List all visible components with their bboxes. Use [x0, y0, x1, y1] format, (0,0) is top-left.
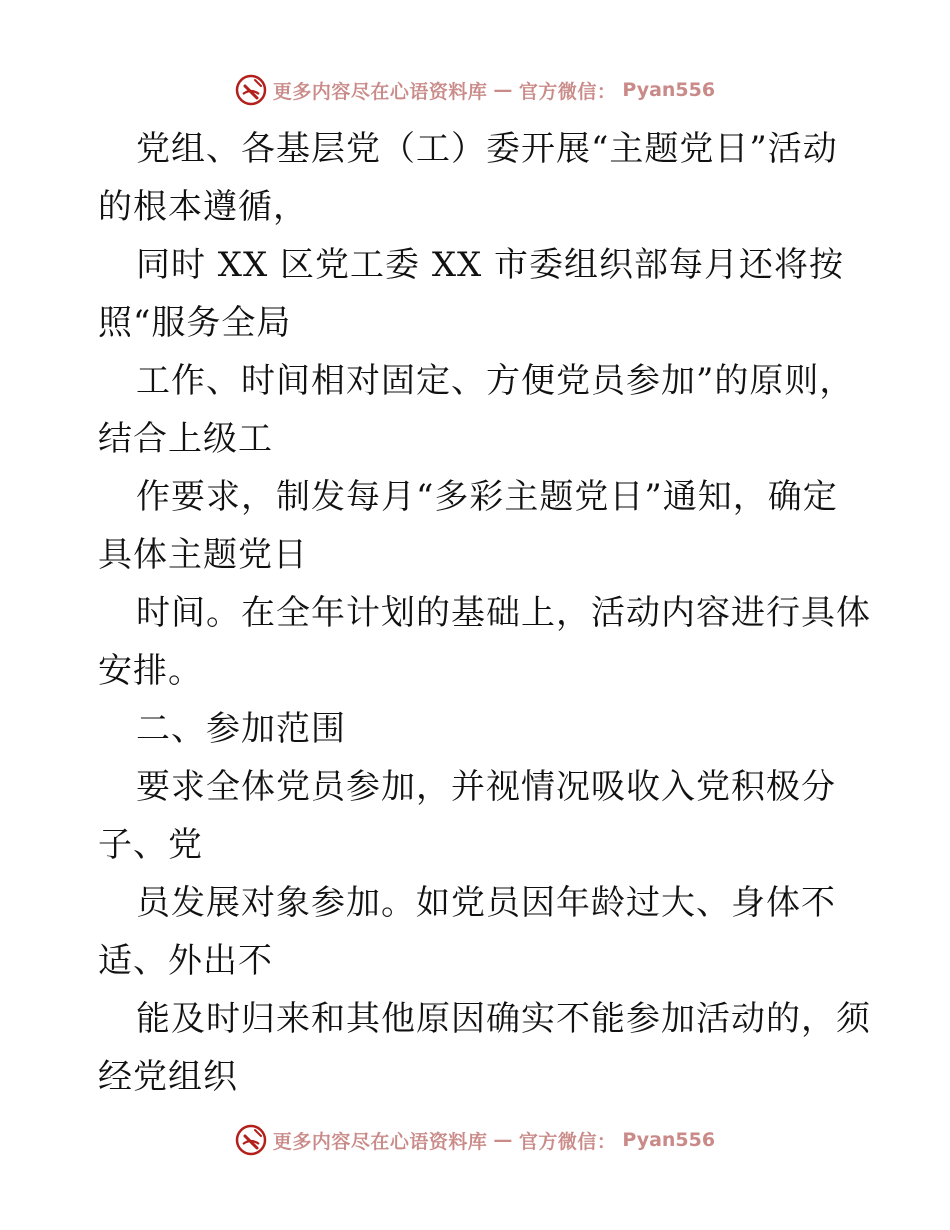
paragraph-line: 党组、各基层党（工）委开展“主题党日”活动: [136, 129, 838, 169]
header-watermark-banner: [0, 72, 950, 108]
banner-site-text: 更多内容尽在心语资料库: [272, 80, 488, 103]
paragraph-line: 照“服务全局: [98, 303, 292, 343]
paragraph-line: 作要求，制发每月“多彩主题党日”通知，确定: [136, 477, 838, 517]
book-pen-logo-icon: [235, 74, 267, 106]
banner-site-text: 更多内容尽在心语资料库: [272, 1130, 488, 1153]
paragraph-line: 二、参加范围: [136, 709, 346, 749]
paragraph-line: 结合上级工: [98, 419, 273, 459]
paragraph-line: 的根本遵循，: [98, 187, 308, 227]
paragraph-line: 具体主题党日: [98, 535, 308, 575]
paragraph-line: 安排。: [98, 651, 203, 691]
paragraph-line: 子、党: [98, 825, 203, 865]
paragraph-line: 时间。在全年计划的基础上，活动内容进行具体: [136, 593, 871, 633]
paragraph-line: 经党组织: [98, 1057, 238, 1097]
banner-wechat-id: Pyan556: [622, 79, 716, 101]
paragraph-line: 适、外出不: [98, 941, 273, 981]
paragraph-line: 工作、时间相对固定、方便党员参加”的原则，: [136, 361, 855, 401]
banner-wechat-label: 官方微信：: [518, 80, 617, 103]
paragraph-line: 同时 XX 区党工委 XX 市委组织部每月还将按: [136, 245, 845, 285]
banner-wechat-id: Pyan556: [622, 1129, 716, 1151]
paragraph-line: 能及时归来和其他原因确实不能参加活动的，须: [136, 999, 871, 1039]
banner-wechat-label: 官方微信：: [518, 1130, 617, 1153]
book-pen-logo-icon: [235, 1124, 267, 1156]
document-body: [98, 120, 871, 1106]
banner-dash: —: [493, 1129, 513, 1151]
footer-watermark-banner: [0, 1122, 950, 1158]
banner-dash: —: [493, 79, 513, 101]
paragraph-line: 员发展对象参加。如党员因年龄过大、身体不: [136, 883, 836, 923]
paragraph-line: 要求全体党员参加，并视情况吸收入党积极分: [136, 767, 836, 807]
